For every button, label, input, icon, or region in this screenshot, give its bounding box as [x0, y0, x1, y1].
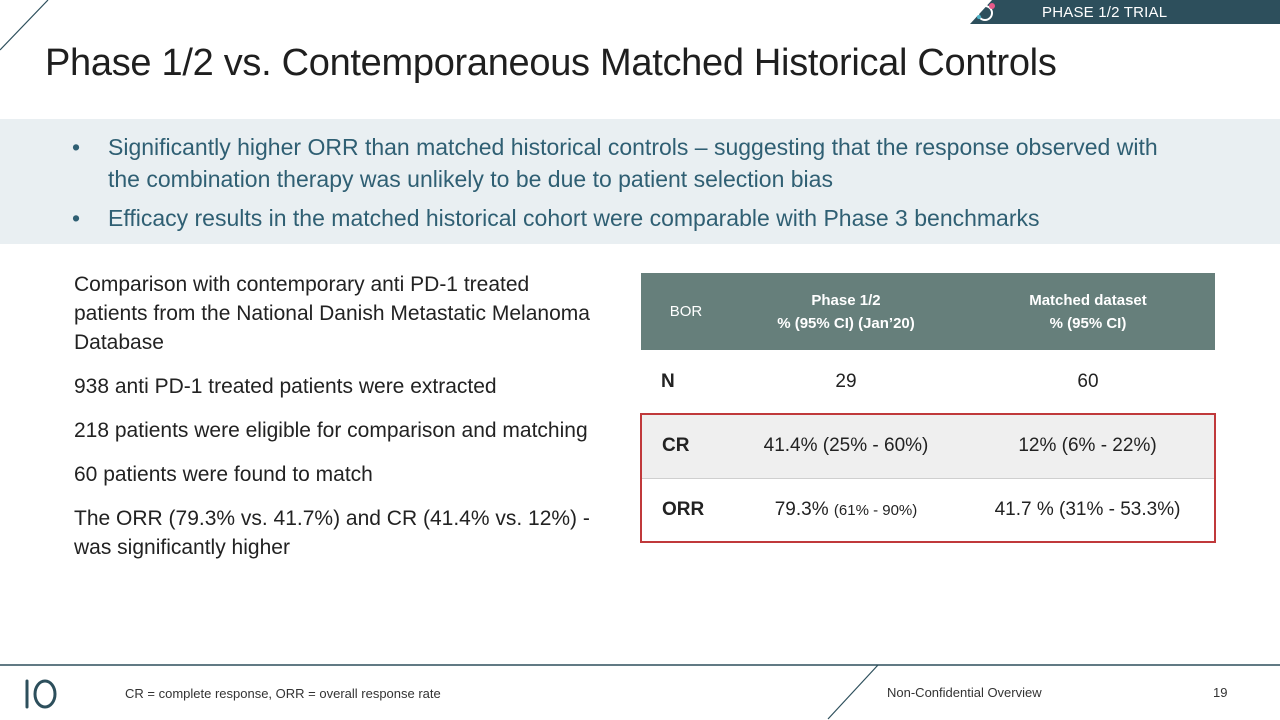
- header-bor: BOR: [641, 273, 731, 350]
- company-logo-icon: [20, 673, 62, 715]
- key-finding-item: • Significantly higher ORR than matched historical controls – suggesting that the response observed with the combination therapy was unlikely to be due to patient selection bias: [72, 131, 1192, 195]
- page-title: Phase 1/2 vs. Contemporaneous Matched Historical Controls: [45, 42, 1057, 84]
- phase12-ci: (61% - 90%): [833, 501, 918, 519]
- matched-cell: 60: [1077, 370, 1099, 392]
- methodology-paragraph: 938 anti PD-1 treated patients were extracted: [74, 375, 497, 398]
- header-phase12-subtitle: % (95% CI) (Jan’20): [777, 314, 915, 332]
- header-phase12: [731, 273, 961, 350]
- table-row: [641, 414, 1215, 478]
- methodology-paragraph: The ORR (79.3% vs. 41.7%) and CR (41.4% vs. 12%) - was significantly higher: [74, 507, 590, 559]
- key-finding-item: • Efficacy results in the matched historical cohort were comparable with Phase 3 benchmarks: [72, 202, 1192, 234]
- results-table: [640, 273, 1216, 543]
- phase12-value: 79.3%: [774, 498, 829, 520]
- header-phase12-title: Phase 1/2: [811, 291, 881, 309]
- footnote: CR = complete response, ORR = overall response rate: [125, 686, 441, 701]
- phase12-cell: [731, 478, 961, 542]
- row-label: CR: [641, 414, 731, 478]
- table-row: [641, 478, 1215, 542]
- phase12-cell: 41.4% (25% - 60%): [731, 414, 961, 478]
- phase-tag-label: PHASE 1/2 TRIAL: [1042, 4, 1168, 21]
- methodology-text: [74, 270, 594, 577]
- methodology-paragraph: Comparison with contemporary anti PD-1 treated patients from the National Danish Metastatic Melanoma Database: [74, 273, 590, 354]
- methodology-paragraph: 60 patients were found to match: [74, 463, 373, 486]
- matched-cell: 41.7 % (31% - 53.3%): [961, 478, 1215, 542]
- footer-label: Non-Confidential Overview: [887, 685, 1042, 700]
- row-label: N: [661, 370, 675, 392]
- table-header-row: [641, 273, 1215, 350]
- header-matched-subtitle: % (95% CI): [1049, 314, 1127, 332]
- page-number: 19: [1213, 685, 1228, 700]
- row-label: ORR: [641, 478, 731, 542]
- header-matched: [961, 273, 1215, 350]
- matched-cell: 12% (6% - 22%): [961, 414, 1215, 478]
- key-findings-list: [72, 131, 1192, 241]
- phase12-cell: 29: [835, 370, 857, 392]
- table-row: [641, 350, 1215, 414]
- phase-tag: [970, 0, 1280, 24]
- header-matched-title: Matched dataset: [1029, 291, 1147, 309]
- methodology-paragraph: 218 patients were eligible for comparison and matching: [74, 419, 588, 442]
- brand-mark-icon: [970, 0, 1000, 22]
